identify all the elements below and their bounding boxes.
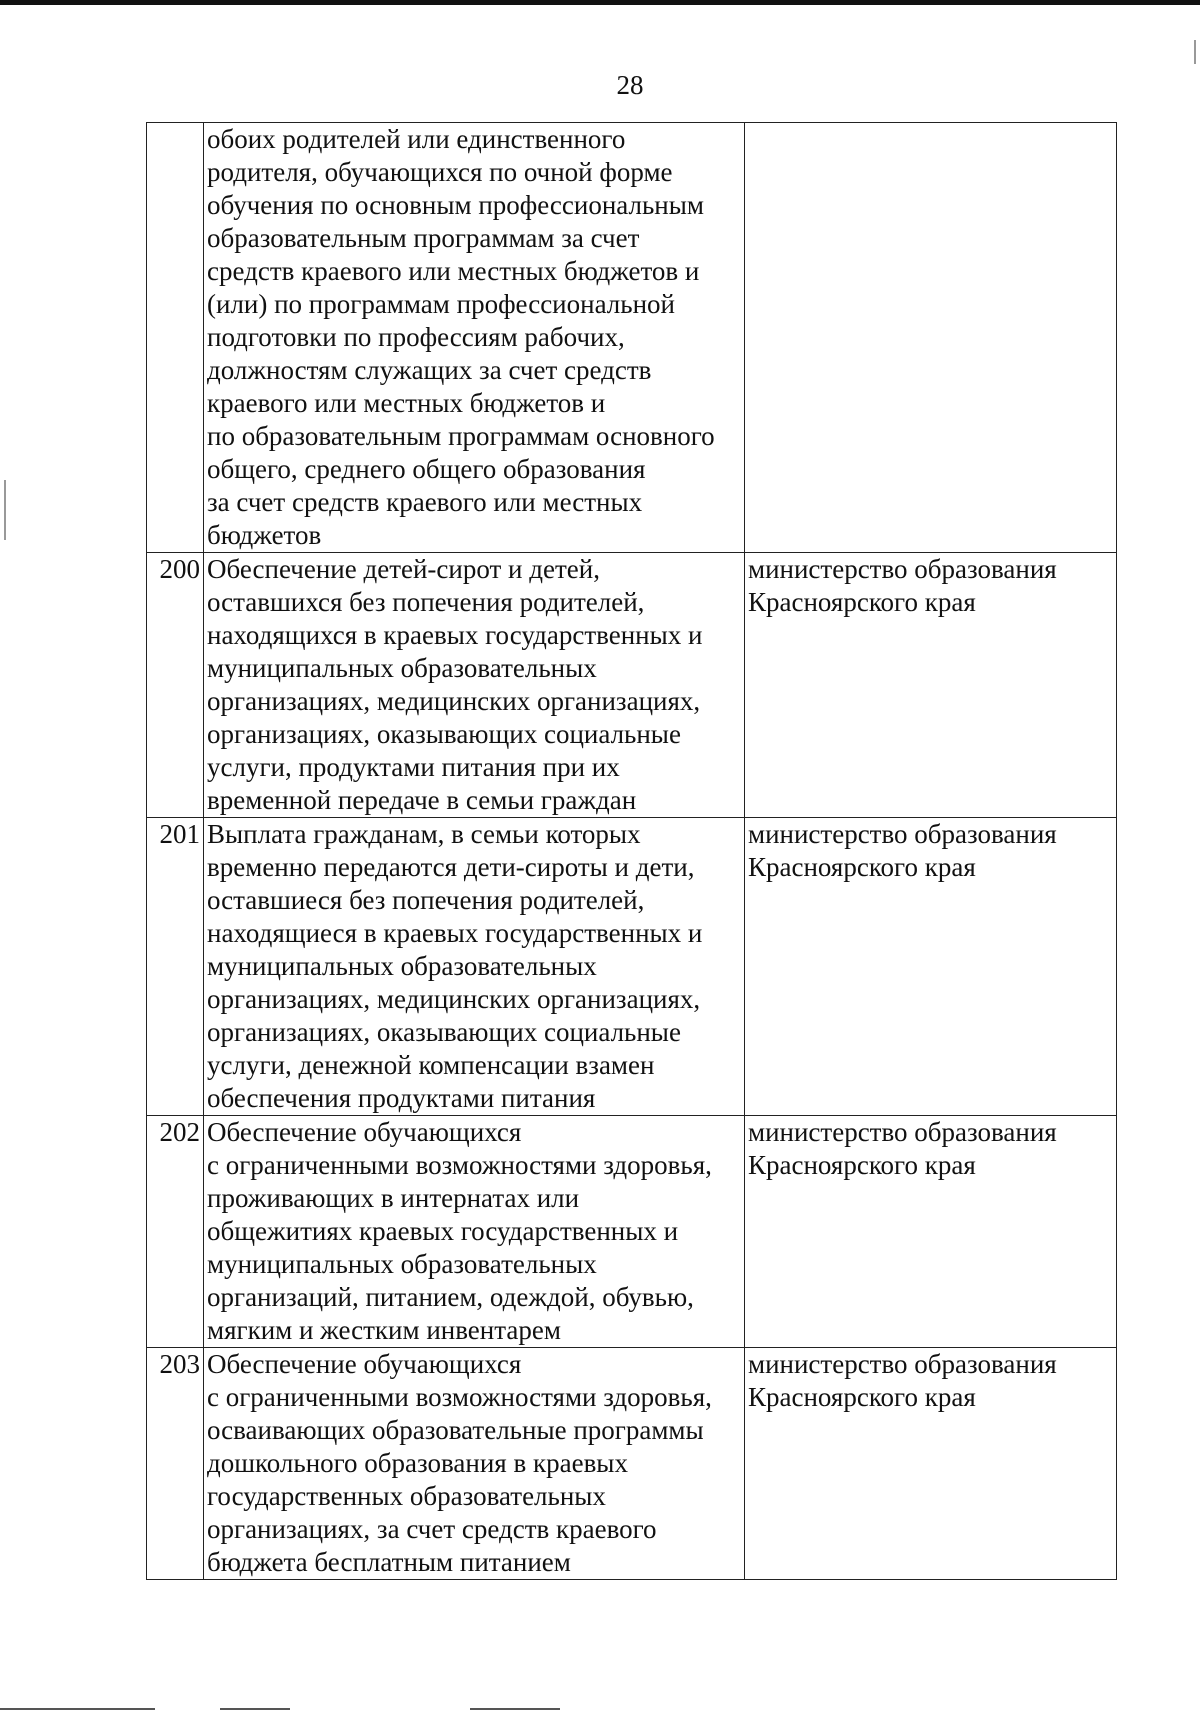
document-table bbox=[146, 122, 1117, 1580]
row-responsible: министерство образования Красноярского края bbox=[745, 1116, 1117, 1348]
scan-bottom-edge bbox=[0, 1708, 1200, 1711]
row-description: Выплата гражданам, в семьи которых временно передаются дети-сироты и дети, оставшиеся без попечения родителей, находящиеся в краевых государственных и муниципальных образовательных организациях, медицинских организациях, организациях, оказывающих социальные услуги, денежной компенсации взамен обеспечения продуктами питания bbox=[204, 818, 745, 1116]
row-responsible: министерство образования Красноярского края bbox=[745, 553, 1117, 818]
page-number: 28 bbox=[616, 70, 644, 100]
scan-edge-mark bbox=[4, 480, 6, 540]
row-number bbox=[147, 123, 204, 553]
row-description: Обеспечение детей-сирот и детей, оставшихся без попечения родителей, находящихся в краевых государственных и муниципальных образовательных организациях, медицинских организациях, организациях, оказывающих социальные услуги, продуктами питания при их временной передаче в семьи граждан bbox=[204, 553, 745, 818]
scan-edge-mark bbox=[1194, 40, 1196, 64]
row-number: 202 bbox=[147, 1116, 204, 1348]
row-description: обоих родителей или единственного родителя, обучающихся по очной форме обучения по основным профессиональным образовательным программам за счет средств краевого или местных бюджетов и (или) по программам профессиональной подготовки по профессиям рабочих, должностям служащих за счет средств краевого или местных бюджетов и по образовательным программам основного общего, среднего общего образования за счет средств краевого или местных бюджетов bbox=[204, 123, 745, 553]
row-responsible: министерство образования Красноярского края bbox=[745, 1348, 1117, 1580]
table-row bbox=[147, 123, 1117, 553]
row-responsible bbox=[745, 123, 1117, 553]
table-row bbox=[147, 1116, 1117, 1348]
table-row bbox=[147, 1348, 1117, 1580]
row-number: 201 bbox=[147, 818, 204, 1116]
row-description: Обеспечение обучающихся с ограниченными возможностями здоровья, проживающих в интернатах или общежитиях краевых государственных и муниципальных образовательных организаций, питанием, одеждой, обувью, мягким и жестким инвентарем bbox=[204, 1116, 745, 1348]
row-description: Обеспечение обучающихся с ограниченными возможностями здоровья, осваивающих образовательные программы дошкольного образования в краевых государственных образовательных организациях, за счет средств краевого бюджета бесплатным питанием bbox=[204, 1348, 745, 1580]
top-border-line bbox=[0, 0, 1200, 5]
row-responsible: министерство образования Красноярского края bbox=[745, 818, 1117, 1116]
table-row bbox=[147, 553, 1117, 818]
table-row bbox=[147, 818, 1117, 1116]
row-number: 200 bbox=[147, 553, 204, 818]
row-number: 203 bbox=[147, 1348, 204, 1580]
